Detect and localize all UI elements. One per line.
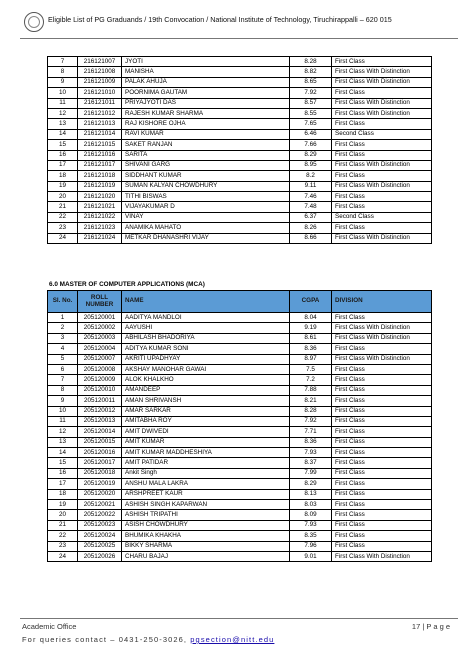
cell-cgpa: 8.66 xyxy=(290,233,332,243)
cell-cgpa: 8.97 xyxy=(290,354,332,364)
cell-name: SHIVANI GARG xyxy=(122,160,290,170)
cell-roll-number: 205120017 xyxy=(78,458,122,468)
cell-roll-number: 205120019 xyxy=(78,479,122,489)
table-row xyxy=(48,171,432,181)
cell-sl-no: 9 xyxy=(48,77,78,87)
table-row xyxy=(48,313,432,323)
table-row xyxy=(48,541,432,551)
table-row xyxy=(48,448,432,458)
cell-name: ABHILASH BHADORIYA xyxy=(122,333,290,343)
cell-name: Ankit Singh xyxy=(122,468,290,478)
footer-divider xyxy=(20,618,458,619)
cell-name: MANISHA xyxy=(122,67,290,77)
table-row xyxy=(48,202,432,212)
cell-cgpa: 8.03 xyxy=(290,500,332,510)
cell-sl-no: 8 xyxy=(48,67,78,77)
table-row xyxy=(48,354,432,364)
cell-cgpa: 6.46 xyxy=(290,129,332,139)
cell-sl-no: 15 xyxy=(48,458,78,468)
cell-sl-no: 18 xyxy=(48,489,78,499)
page-number: 17 | P a g e xyxy=(411,622,450,631)
cell-division: First Class xyxy=(332,192,432,202)
cell-name: ANAMIKA MAHATO xyxy=(122,223,290,233)
cell-cgpa: 8.28 xyxy=(290,406,332,416)
cell-division: First Class xyxy=(332,437,432,447)
cell-division: First Class With Distinction xyxy=(332,333,432,343)
cell-name: ANSHU MALA LAKRA xyxy=(122,479,290,489)
cell-cgpa: 9.01 xyxy=(290,551,332,561)
table-row xyxy=(48,181,432,191)
cell-sl-no: 8 xyxy=(48,385,78,395)
cell-division: First Class xyxy=(332,531,432,541)
table-row xyxy=(48,427,432,437)
header-divider xyxy=(20,38,458,39)
cell-cgpa: 8.61 xyxy=(290,333,332,343)
cell-division: First Class xyxy=(332,119,432,129)
cell-cgpa: 7.93 xyxy=(290,520,332,530)
cell-name: CHARU BAJAJ xyxy=(122,551,290,561)
table-row xyxy=(48,458,432,468)
table-row xyxy=(48,531,432,541)
cell-cgpa: 7.5 xyxy=(290,364,332,374)
table-row xyxy=(48,416,432,426)
cell-division: First Class xyxy=(332,489,432,499)
cell-cgpa: 9.11 xyxy=(290,181,332,191)
cell-cgpa: 8.95 xyxy=(290,160,332,170)
cell-sl-no: 19 xyxy=(48,181,78,191)
col-header-name: NAME xyxy=(122,291,290,313)
cell-division: First Class xyxy=(332,313,432,323)
cell-sl-no: 11 xyxy=(48,416,78,426)
cell-division: First Class xyxy=(332,150,432,160)
cell-cgpa: 7.93 xyxy=(290,448,332,458)
page-header xyxy=(20,12,458,38)
header-title: Eligible List of PG Graduands / 19th Convocation / National Institute of Technology, Tiruchirappalli – 620 015 xyxy=(48,15,392,24)
cell-division: First Class xyxy=(332,458,432,468)
cell-roll-number: 205120024 xyxy=(78,531,122,541)
table-row xyxy=(48,223,432,233)
cell-cgpa: 8.04 xyxy=(290,313,332,323)
cell-name: PRIYAJYOTI DAS xyxy=(122,98,290,108)
cell-name: AMIT KUMAR xyxy=(122,437,290,447)
cell-cgpa: 6.37 xyxy=(290,212,332,222)
cell-name: AAYUSHI xyxy=(122,323,290,333)
table-row xyxy=(48,57,432,67)
cell-name: JYOTI xyxy=(122,57,290,67)
cell-name: VINAY xyxy=(122,212,290,222)
cell-cgpa: 7.88 xyxy=(290,385,332,395)
table-row xyxy=(48,233,432,243)
section-title: 6.0 MASTER OF COMPUTER APPLICATIONS (MCA) xyxy=(49,281,205,288)
cell-division: First Class With Distinction xyxy=(332,551,432,561)
contact-text: For queries contact – 0431-250-3026, xyxy=(22,635,191,644)
col-header-cgpa: CGPA xyxy=(290,291,332,313)
table-row xyxy=(48,323,432,333)
cell-name: AMANDEEP xyxy=(122,385,290,395)
cell-division: First Class With Distinction xyxy=(332,67,432,77)
table-row xyxy=(48,364,432,374)
cell-roll-number: 216121010 xyxy=(78,88,122,98)
cell-sl-no: 3 xyxy=(48,333,78,343)
cell-roll-number: 216121008 xyxy=(78,67,122,77)
cell-cgpa: 8.36 xyxy=(290,437,332,447)
cell-cgpa: 8.55 xyxy=(290,108,332,118)
cell-sl-no: 7 xyxy=(48,57,78,67)
cell-cgpa: 8.36 xyxy=(290,344,332,354)
col-header-sl-no: Sl. No. xyxy=(48,291,78,313)
cell-name: AADITYA MANDLOI xyxy=(122,313,290,323)
cell-roll-number: 205120026 xyxy=(78,551,122,561)
cell-division: First Class With Distinction xyxy=(332,181,432,191)
cell-name: ARSHPREET KAUR xyxy=(122,489,290,499)
cell-name: AMAN SHRIVANSH xyxy=(122,396,290,406)
cell-name: AMAR SARKAR xyxy=(122,406,290,416)
mca-graduands-table xyxy=(47,290,432,562)
cell-cgpa: 7.99 xyxy=(290,468,332,478)
table-row xyxy=(48,344,432,354)
cell-cgpa: 8.29 xyxy=(290,479,332,489)
cell-roll-number: 205120011 xyxy=(78,396,122,406)
cell-cgpa: 8.57 xyxy=(290,98,332,108)
cell-sl-no: 20 xyxy=(48,192,78,202)
cell-roll-number: 205120001 xyxy=(78,313,122,323)
cell-roll-number: 216121022 xyxy=(78,212,122,222)
cell-roll-number: 216121017 xyxy=(78,160,122,170)
cell-sl-no: 14 xyxy=(48,129,78,139)
cell-sl-no: 21 xyxy=(48,520,78,530)
cell-roll-number: 216121009 xyxy=(78,77,122,87)
cell-roll-number: 216121012 xyxy=(78,108,122,118)
cell-roll-number: 216121019 xyxy=(78,181,122,191)
cell-division: First Class xyxy=(332,479,432,489)
cell-division: First Class With Distinction xyxy=(332,323,432,333)
cell-name: ALOK KHALKHO xyxy=(122,375,290,385)
table-row xyxy=(48,489,432,499)
footer-contact xyxy=(22,635,274,644)
cell-sl-no: 18 xyxy=(48,171,78,181)
cell-roll-number: 205120003 xyxy=(78,333,122,343)
cell-sl-no: 1 xyxy=(48,313,78,323)
cell-division: First Class xyxy=(332,171,432,181)
cell-cgpa: 7.66 xyxy=(290,140,332,150)
cell-roll-number: 216121016 xyxy=(78,150,122,160)
cell-sl-no: 14 xyxy=(48,448,78,458)
cell-sl-no: 12 xyxy=(48,108,78,118)
table-row xyxy=(48,119,432,129)
cell-cgpa: 7.2 xyxy=(290,375,332,385)
cell-roll-number: 216121007 xyxy=(78,57,122,67)
cell-division: First Class With Distinction xyxy=(332,77,432,87)
graduands-table-continued xyxy=(47,56,432,244)
table-row xyxy=(48,510,432,520)
cell-sl-no: 24 xyxy=(48,551,78,561)
cell-roll-number: 205120023 xyxy=(78,520,122,530)
table-row xyxy=(48,468,432,478)
cell-cgpa: 7.71 xyxy=(290,427,332,437)
institute-logo xyxy=(24,12,44,32)
cell-roll-number: 216121014 xyxy=(78,129,122,139)
cell-roll-number: 205120025 xyxy=(78,541,122,551)
cell-division: First Class xyxy=(332,140,432,150)
cell-cgpa: 8.28 xyxy=(290,57,332,67)
cell-division: Second Class xyxy=(332,212,432,222)
cell-name: POORNIMA GAUTAM xyxy=(122,88,290,98)
cell-sl-no: 9 xyxy=(48,396,78,406)
cell-roll-number: 205120014 xyxy=(78,427,122,437)
cell-name: VIJAYAKUMAR D xyxy=(122,202,290,212)
cell-cgpa: 7.92 xyxy=(290,416,332,426)
table-row xyxy=(48,192,432,202)
cell-name: ASHISH TRIPATHI xyxy=(122,510,290,520)
cell-name: AMIT KUMAR MADDHESHIYA xyxy=(122,448,290,458)
cell-division: First Class xyxy=(332,57,432,67)
cell-roll-number: 205120012 xyxy=(78,406,122,416)
footer-office: Academic Office xyxy=(22,622,77,631)
table-row xyxy=(48,406,432,416)
cell-name: BIKKY SHARMA xyxy=(122,541,290,551)
cell-cgpa: 8.82 xyxy=(290,67,332,77)
cell-roll-number: 205120004 xyxy=(78,344,122,354)
cell-sl-no: 24 xyxy=(48,233,78,243)
table-row xyxy=(48,333,432,343)
table-header-row xyxy=(48,291,432,313)
cell-sl-no: 4 xyxy=(48,344,78,354)
cell-division: First Class With Distinction xyxy=(332,98,432,108)
cell-cgpa: 9.19 xyxy=(290,323,332,333)
cell-roll-number: 205120022 xyxy=(78,510,122,520)
cell-roll-number: 216121018 xyxy=(78,171,122,181)
cell-sl-no: 5 xyxy=(48,354,78,364)
cell-name: BHUMIKA KHAKHA xyxy=(122,531,290,541)
cell-division: First Class xyxy=(332,427,432,437)
cell-cgpa: 8.65 xyxy=(290,77,332,87)
cell-roll-number: 216121015 xyxy=(78,140,122,150)
cell-name: AMIT DWIVEDI xyxy=(122,427,290,437)
cell-sl-no: 16 xyxy=(48,468,78,478)
cell-name: AMITABHA ROY xyxy=(122,416,290,426)
cell-name: RAJESH KUMAR SHARMA xyxy=(122,108,290,118)
cell-name: AKRITI UPADHYAY xyxy=(122,354,290,364)
table-row xyxy=(48,437,432,447)
cell-sl-no: 22 xyxy=(48,531,78,541)
cell-name: METKAR DHANASHRI VIJAY xyxy=(122,233,290,243)
cell-roll-number: 216121013 xyxy=(78,119,122,129)
table-row xyxy=(48,385,432,395)
cell-name: SIDDHANT KUMAR xyxy=(122,171,290,181)
cell-sl-no: 15 xyxy=(48,140,78,150)
table-row xyxy=(48,500,432,510)
cell-sl-no: 7 xyxy=(48,375,78,385)
cell-cgpa: 7.48 xyxy=(290,202,332,212)
cell-roll-number: 216121021 xyxy=(78,202,122,212)
cell-division: First Class With Distinction xyxy=(332,108,432,118)
cell-cgpa: 8.37 xyxy=(290,458,332,468)
cell-name: SUMAN KALYAN CHOWDHURY xyxy=(122,181,290,191)
cell-name: AMIT PATIDAR xyxy=(122,458,290,468)
cell-cgpa: 7.96 xyxy=(290,541,332,551)
cell-name: AKSHAY MANOHAR GAWAI xyxy=(122,364,290,374)
table-row xyxy=(48,140,432,150)
cell-roll-number: 205120020 xyxy=(78,489,122,499)
cell-division: First Class xyxy=(332,510,432,520)
table-row xyxy=(48,67,432,77)
col-header-division: DIVISION xyxy=(332,291,432,313)
cell-sl-no: 12 xyxy=(48,427,78,437)
cell-cgpa: 8.21 xyxy=(290,396,332,406)
table-row xyxy=(48,212,432,222)
table-row xyxy=(48,479,432,489)
cell-sl-no: 6 xyxy=(48,364,78,374)
table-row xyxy=(48,108,432,118)
cell-cgpa: 7.92 xyxy=(290,88,332,98)
cell-name: ADITYA KUMAR SONI xyxy=(122,344,290,354)
cell-roll-number: 205120002 xyxy=(78,323,122,333)
cell-name: TITHI BISWAS xyxy=(122,192,290,202)
cell-roll-number: 216121020 xyxy=(78,192,122,202)
cell-sl-no: 23 xyxy=(48,223,78,233)
cell-roll-number: 205120016 xyxy=(78,448,122,458)
cell-division: First Class xyxy=(332,416,432,426)
table-row xyxy=(48,375,432,385)
cell-sl-no: 13 xyxy=(48,437,78,447)
cell-roll-number: 216121023 xyxy=(78,223,122,233)
cell-sl-no: 10 xyxy=(48,88,78,98)
cell-division: First Class xyxy=(332,396,432,406)
table-row xyxy=(48,396,432,406)
cell-name: ASHISH SINGH KAPARWAN xyxy=(122,500,290,510)
cell-division: First Class With Distinction xyxy=(332,233,432,243)
cell-cgpa: 8.09 xyxy=(290,510,332,520)
cell-name: RAVI KUMAR xyxy=(122,129,290,139)
cell-sl-no: 20 xyxy=(48,510,78,520)
cell-sl-no: 17 xyxy=(48,160,78,170)
table-row xyxy=(48,551,432,561)
cell-cgpa: 8.26 xyxy=(290,223,332,233)
cell-roll-number: 205120007 xyxy=(78,354,122,364)
cell-cgpa: 7.65 xyxy=(290,119,332,129)
cell-division: First Class With Distinction xyxy=(332,354,432,364)
cell-sl-no: 22 xyxy=(48,212,78,222)
table-row xyxy=(48,129,432,139)
cell-division: First Class xyxy=(332,406,432,416)
cell-division: Second Class xyxy=(332,129,432,139)
col-header-roll-number: ROLL NUMBER xyxy=(78,291,122,313)
cell-cgpa: 7.46 xyxy=(290,192,332,202)
cell-division: First Class xyxy=(332,375,432,385)
table-row xyxy=(48,77,432,87)
cell-division: First Class xyxy=(332,344,432,354)
cell-sl-no: 2 xyxy=(48,323,78,333)
cell-division: First Class xyxy=(332,520,432,530)
cell-division: First Class xyxy=(332,202,432,212)
cell-sl-no: 13 xyxy=(48,119,78,129)
cell-roll-number: 205120015 xyxy=(78,437,122,447)
cell-division: First Class xyxy=(332,364,432,374)
cell-name: PALAK AHUJA xyxy=(122,77,290,87)
cell-cgpa: 8.35 xyxy=(290,531,332,541)
cell-cgpa: 8.13 xyxy=(290,489,332,499)
cell-division: First Class xyxy=(332,448,432,458)
cell-roll-number: 205120008 xyxy=(78,364,122,374)
cell-name: SAKET RANJAN xyxy=(122,140,290,150)
cell-division: First Class xyxy=(332,385,432,395)
cell-division: First Class xyxy=(332,88,432,98)
cell-roll-number: 205120018 xyxy=(78,468,122,478)
table-row xyxy=(48,150,432,160)
cell-division: First Class With Distinction xyxy=(332,160,432,170)
cell-division: First Class xyxy=(332,541,432,551)
cell-division: First Class xyxy=(332,223,432,233)
cell-sl-no: 16 xyxy=(48,150,78,160)
cell-division: First Class xyxy=(332,468,432,478)
table-row xyxy=(48,520,432,530)
cell-sl-no: 19 xyxy=(48,500,78,510)
cell-roll-number: 205120013 xyxy=(78,416,122,426)
table-row xyxy=(48,88,432,98)
cell-sl-no: 21 xyxy=(48,202,78,212)
cell-name: ASISH CHOWDHURY xyxy=(122,520,290,530)
cell-roll-number: 205120010 xyxy=(78,385,122,395)
cell-sl-no: 10 xyxy=(48,406,78,416)
cell-roll-number: 205120009 xyxy=(78,375,122,385)
cell-cgpa: 8.29 xyxy=(290,150,332,160)
cell-sl-no: 23 xyxy=(48,541,78,551)
contact-email-link[interactable]: pgsection@nitt.edu xyxy=(190,635,275,644)
cell-sl-no: 17 xyxy=(48,479,78,489)
cell-roll-number: 216121024 xyxy=(78,233,122,243)
cell-name: SARITA xyxy=(122,150,290,160)
cell-name: RAJ KISHORE OJHA xyxy=(122,119,290,129)
cell-cgpa: 8.2 xyxy=(290,171,332,181)
table-row xyxy=(48,98,432,108)
cell-roll-number: 205120021 xyxy=(78,500,122,510)
cell-sl-no: 11 xyxy=(48,98,78,108)
cell-roll-number: 216121011 xyxy=(78,98,122,108)
table-row xyxy=(48,160,432,170)
cell-division: First Class xyxy=(332,500,432,510)
